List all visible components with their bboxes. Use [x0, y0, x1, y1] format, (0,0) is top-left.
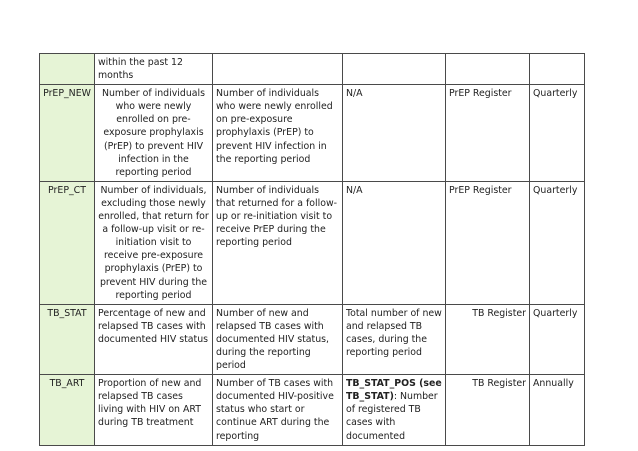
indicator-code-cell: PrEP_NEW	[40, 85, 95, 182]
indicator-code-cell: PrEP_CT	[40, 181, 95, 304]
table-row	[40, 181, 585, 304]
numerator-cell	[213, 54, 343, 85]
denominator-text: : Number of registered TB cases with documented	[346, 391, 438, 442]
indicator-code-cell	[40, 54, 95, 85]
source-cell: TB Register	[446, 375, 530, 445]
frequency-cell: Quarterly	[530, 304, 585, 374]
indicator-table	[39, 53, 585, 446]
frequency-cell	[530, 54, 585, 85]
indicator-code-cell: TB_ART	[40, 375, 95, 445]
indicator-code-cell: TB_STAT	[40, 304, 95, 374]
frequency-cell: Quarterly	[530, 181, 585, 304]
numerator-cell: Number of new and relapsed TB cases with documented HIV status, during the reporting period	[213, 304, 343, 374]
table-row	[40, 85, 585, 182]
description-cell: Percentage of new and relapsed TB cases with documented HIV status	[95, 304, 213, 374]
denominator-reference: TB_STAT_POS (see TB_STAT)	[346, 378, 442, 403]
frequency-cell: Quarterly	[530, 85, 585, 182]
numerator-cell: Number of individuals that returned for a follow-up or re-initiation visit to receive PrEP during the reporting period	[213, 181, 343, 304]
denominator-cell: N/A	[343, 181, 446, 304]
denominator-cell: Total number of new and relapsed TB cases, during the reporting period	[343, 304, 446, 374]
source-cell: TB Register	[446, 304, 530, 374]
description-cell: Number of individuals, excluding those newly enrolled, that return for a follow-up visit or re-initiation visit to receive pre-exposure prophylaxis (PrEP) to prevent HIV during the reporting period	[95, 181, 213, 304]
source-cell: PrEP Register	[446, 181, 530, 304]
description-cell: within the past 12 months	[95, 54, 213, 85]
description-cell: Number of individuals who were newly enrolled on pre-exposure prophylaxis (PrEP) to prevent HIV infection in the reporting period	[95, 85, 213, 182]
source-cell	[446, 54, 530, 85]
table-row	[40, 375, 585, 445]
denominator-cell	[343, 54, 446, 85]
denominator-cell: N/A	[343, 85, 446, 182]
table-row	[40, 304, 585, 374]
table-row	[40, 54, 585, 85]
frequency-cell: Annually	[530, 375, 585, 445]
numerator-cell: Number of individuals who were newly enrolled on pre-exposure prophylaxis (PrEP) to prevent HIV infection in the reporting period	[213, 85, 343, 182]
numerator-cell: Number of TB cases with documented HIV-positive status who start or continue ART during the reporting	[213, 375, 343, 445]
denominator-cell	[343, 375, 446, 445]
description-cell: Proportion of new and relapsed TB cases living with HIV on ART during TB treatment	[95, 375, 213, 445]
source-cell: PrEP Register	[446, 85, 530, 182]
